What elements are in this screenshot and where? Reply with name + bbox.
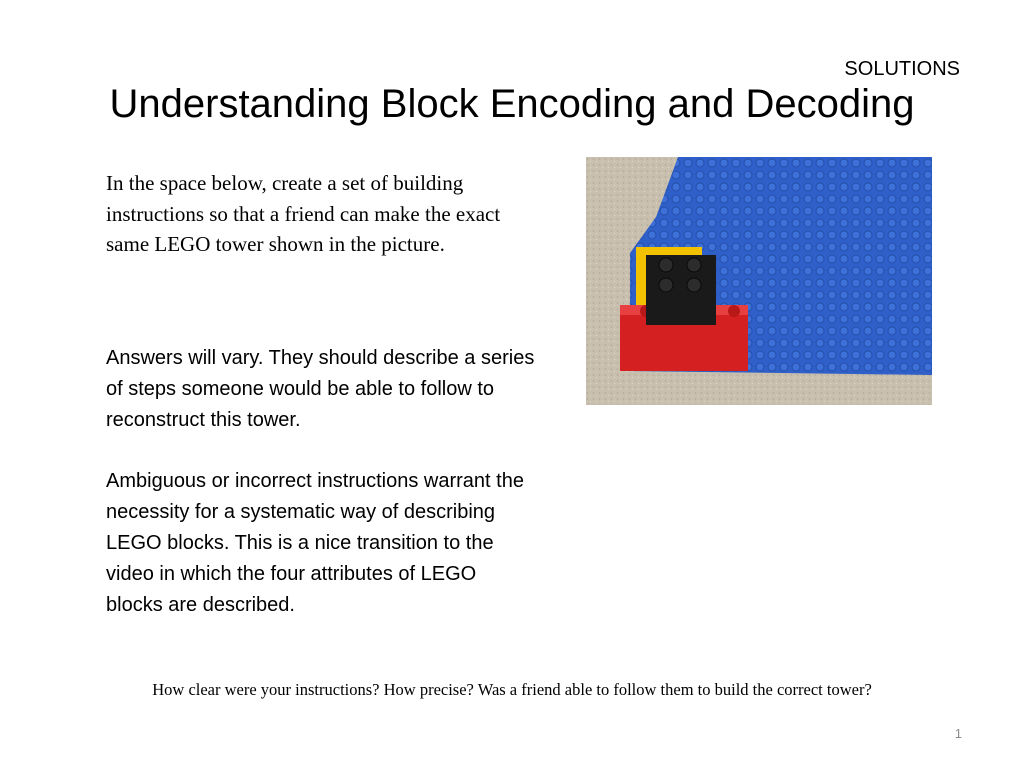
lego-tower-photo [586, 157, 932, 405]
answer-paragraph-2: Ambiguous or incorrect instructions warrant the necessity for a systematic way of describing LEGO blocks. This is a nice transition to the video in which the four attributes of LEGO blocks are described. [106, 470, 524, 616]
slide-title: Understanding Block Encoding and Decoding [109, 82, 915, 126]
footer-question: How clear were your instructions? How precise? Was a friend able to follow them to build the correct tower? [152, 680, 872, 699]
page-number: 1 [954, 726, 962, 741]
answer-paragraph-1: Answers will vary. They should describe a series of steps someone would be able to follow to reconstruct this tower. [106, 347, 535, 431]
solutions-label: SOLUTIONS [844, 58, 960, 80]
instructions-text: In the space below, create a set of building instructions so that a friend can make the exact same LEGO tower shown in the picture. [106, 171, 501, 256]
black-brick [646, 255, 716, 325]
